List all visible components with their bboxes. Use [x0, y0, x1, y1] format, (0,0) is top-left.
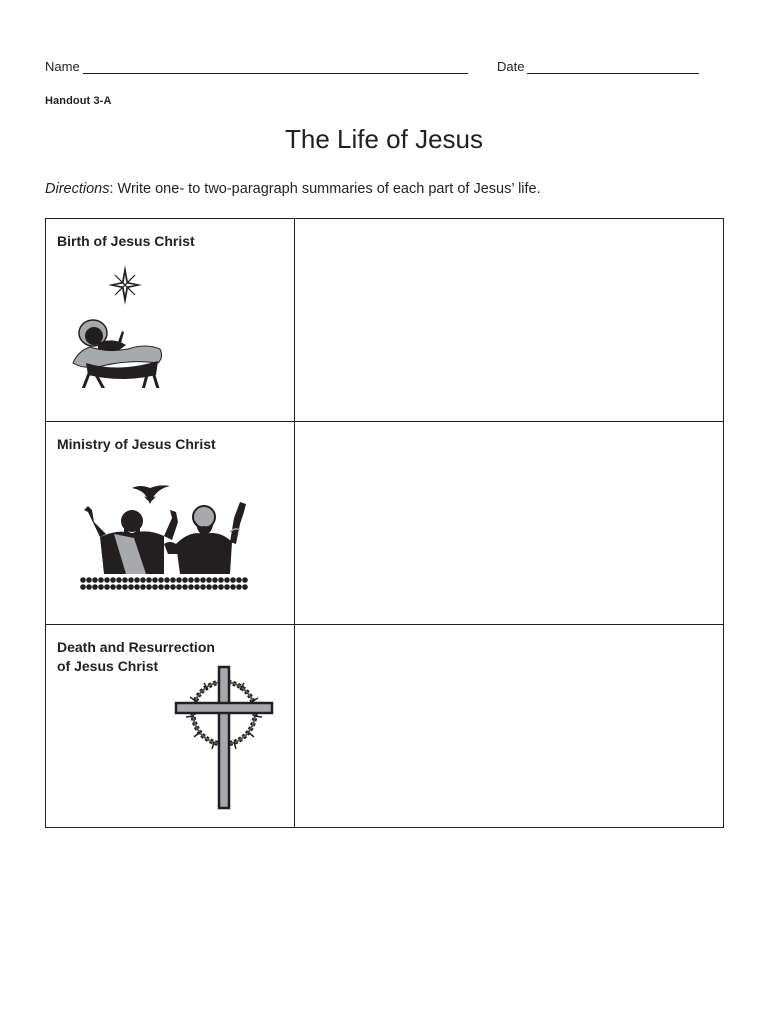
directions [45, 181, 541, 197]
name-label: Name [45, 59, 80, 74]
table-row [46, 422, 724, 625]
header-row [45, 59, 725, 79]
row-label-line: Ministry of Jesus Christ [57, 436, 216, 452]
summary-answer-cell[interactable] [294, 625, 723, 828]
date-field [497, 59, 699, 74]
row-label-line: of Jesus Christ [57, 658, 159, 674]
summary-answer-cell[interactable] [294, 422, 723, 625]
cross-crown-of-thorns-icon [174, 665, 274, 811]
page-title: The Life of Jesus [285, 124, 483, 154]
row-label-line: Death and Resurrection [57, 639, 215, 655]
date-label: Date [497, 59, 525, 74]
directions-prefix: Directions [45, 181, 110, 197]
table-row [46, 625, 724, 828]
summary-table [45, 218, 724, 828]
table-row [46, 219, 724, 422]
name-input-line[interactable] [83, 59, 468, 74]
name-field [45, 59, 468, 74]
summary-answer-cell[interactable] [294, 219, 723, 422]
row-label-cell [46, 625, 295, 828]
manger-with-star-icon [68, 263, 188, 388]
handout-label: Handout 3-A [45, 95, 112, 107]
row-label-line: Birth of Jesus Christ [57, 233, 195, 249]
baptism-dove-icon [80, 482, 260, 592]
row-label [57, 232, 195, 251]
date-input-line[interactable] [527, 59, 699, 74]
row-label-cell [46, 219, 295, 422]
directions-text: : Write one- to two-paragraph summaries of each part of Jesus’ life. [109, 181, 541, 197]
row-label [57, 435, 216, 454]
row-label-cell [46, 422, 295, 625]
